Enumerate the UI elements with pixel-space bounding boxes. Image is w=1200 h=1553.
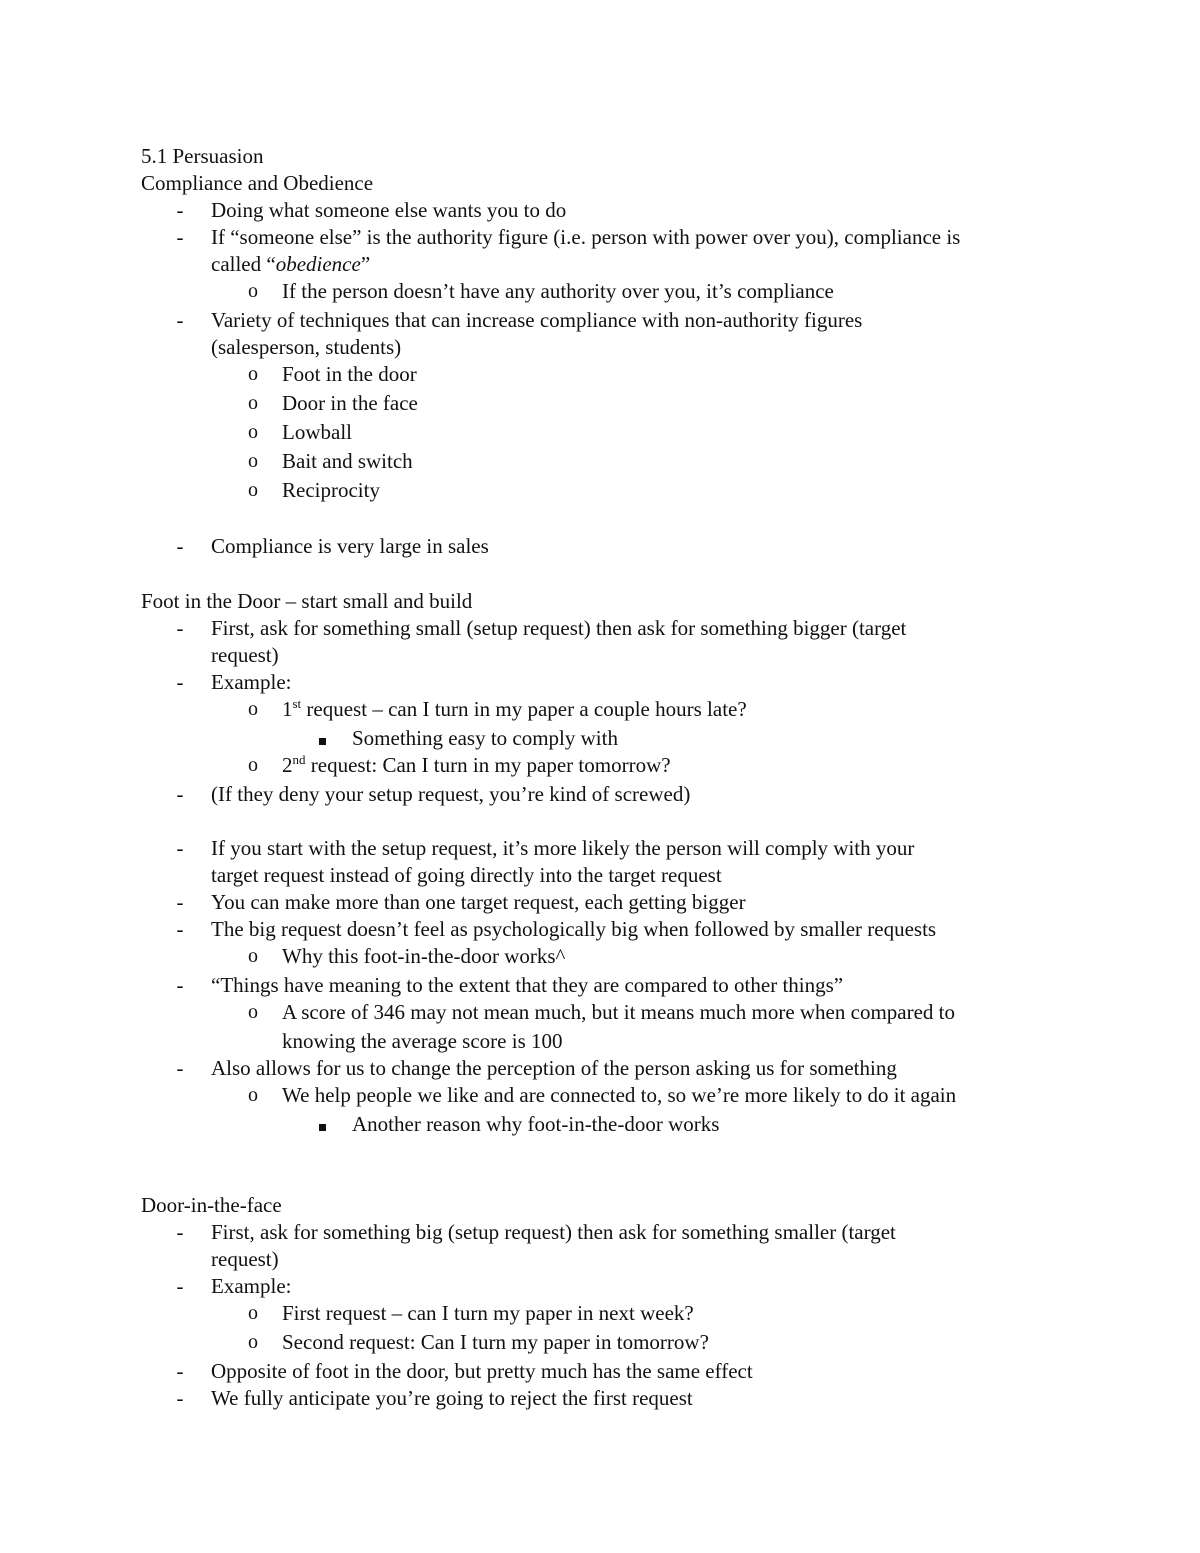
sub-list-item: First request – can I turn my paper in next week?: [282, 1301, 694, 1325]
list-item: Example:: [211, 1274, 292, 1298]
dash-bullet: -: [176, 1386, 184, 1410]
sub-sub-list-item: Something easy to comply with: [352, 726, 618, 750]
dash-bullet: -: [176, 973, 184, 997]
text-fragment: ”: [360, 252, 371, 276]
section-heading-foot-in-the-door: Foot in the Door – start small and build: [141, 589, 473, 613]
list-item: Variety of techniques that can increase compliance with non-authority figures: [211, 308, 863, 332]
list-item: If “someone else” is the authority figure (i.e. person with power over you), compliance is: [211, 225, 961, 249]
sub-list-item: Why this foot-in-the-door works^: [282, 944, 566, 968]
list-item: We fully anticipate you’re going to reject the first request: [211, 1386, 693, 1410]
sub-list-item: Bait and switch: [282, 449, 413, 473]
circle-bullet: o: [248, 754, 258, 776]
dash-bullet: -: [176, 225, 184, 249]
sub-list-item: Reciprocity: [282, 478, 380, 502]
circle-bullet: o: [248, 945, 258, 967]
dash-bullet: -: [176, 890, 184, 914]
list-item: First, ask for something big (setup request) then ask for something smaller (target: [211, 1220, 896, 1244]
dash-bullet: -: [176, 1056, 184, 1080]
square-bullet: [319, 1111, 326, 1137]
list-item: The big request doesn’t feel as psychologically big when followed by smaller requests: [211, 917, 937, 941]
emphasis-term: obedience: [275, 252, 361, 276]
dash-bullet: -: [176, 782, 184, 806]
sub-sub-list-item: Another reason why foot-in-the-door works: [352, 1112, 720, 1136]
list-item-continuation: (salesperson, students): [211, 335, 402, 359]
list-item-continuation: request): [211, 1247, 279, 1271]
circle-bullet: o: [248, 392, 258, 414]
square-bullet: [319, 725, 326, 751]
sub-list-item: We help people we like and are connected to, so we’re more likely to do it again: [282, 1083, 957, 1107]
list-item-continuation: request): [211, 643, 279, 667]
list-item: (If they deny your setup request, you’re kind of screwed): [211, 782, 691, 806]
circle-bullet: o: [248, 1084, 258, 1106]
list-item: If you start with the setup request, it’s more likely the person will comply with your: [211, 836, 915, 860]
text-fragment: request: Can I turn in my paper tomorrow?: [305, 753, 671, 777]
dash-bullet: -: [176, 1274, 184, 1298]
circle-bullet: o: [248, 1331, 258, 1353]
dash-bullet: -: [176, 1220, 184, 1244]
list-item: “Things have meaning to the extent that they are compared to other things”: [211, 973, 844, 997]
sub-list-item: [282, 696, 747, 722]
circle-bullet: o: [248, 479, 258, 501]
circle-bullet: o: [248, 1001, 258, 1023]
sub-list-item: A score of 346 may not mean much, but it means much more when compared to: [282, 1000, 955, 1024]
dash-bullet: -: [176, 670, 184, 694]
circle-bullet: o: [248, 450, 258, 472]
dash-bullet: -: [176, 1359, 184, 1383]
sub-list-item: Foot in the door: [282, 362, 417, 386]
circle-bullet: o: [248, 698, 258, 720]
text-fragment: called “: [211, 252, 276, 276]
sub-list-item: Lowball: [282, 420, 352, 444]
circle-bullet: o: [248, 1302, 258, 1324]
sub-list-item: Door in the face: [282, 391, 418, 415]
section-heading-door-in-the-face: Door-in-the-face: [141, 1193, 282, 1217]
list-item-continuation: [211, 251, 370, 277]
sub-list-item-continuation: knowing the average score is 100: [282, 1029, 563, 1053]
ordinal-suffix: st: [292, 696, 302, 711]
list-item: Doing what someone else wants you to do: [211, 198, 567, 222]
dash-bullet: -: [176, 198, 184, 222]
circle-bullet: o: [248, 280, 258, 302]
dash-bullet: -: [176, 534, 184, 558]
list-item: You can make more than one target request, each getting bigger: [211, 890, 746, 914]
list-item: First, ask for something small (setup request) then ask for something bigger (target: [211, 616, 907, 640]
dash-bullet: -: [176, 616, 184, 640]
ordinal-number: 1: [282, 697, 293, 721]
circle-bullet: o: [248, 363, 258, 385]
sub-list-item: [282, 752, 671, 778]
ordinal-suffix: nd: [292, 752, 306, 767]
list-item: Compliance is very large in sales: [211, 534, 489, 558]
document-title: 5.1 Persuasion: [141, 144, 264, 168]
list-item: Also allows for us to change the perception of the person asking us for something: [211, 1056, 897, 1080]
list-item: Opposite of foot in the door, but pretty much has the same effect: [211, 1359, 753, 1383]
ordinal-number: 2: [282, 753, 293, 777]
text-fragment: request – can I turn in my paper a couple hours late?: [301, 697, 747, 721]
sub-list-item: If the person doesn’t have any authority over you, it’s compliance: [282, 279, 834, 303]
circle-bullet: o: [248, 421, 258, 443]
dash-bullet: -: [176, 917, 184, 941]
sub-list-item: Second request: Can I turn my paper in tomorrow?: [282, 1330, 709, 1354]
section-heading-compliance: Compliance and Obedience: [141, 171, 374, 195]
list-item-continuation: target request instead of going directly into the target request: [211, 863, 722, 887]
dash-bullet: -: [176, 836, 184, 860]
dash-bullet: -: [176, 308, 184, 332]
list-item: Example:: [211, 670, 292, 694]
